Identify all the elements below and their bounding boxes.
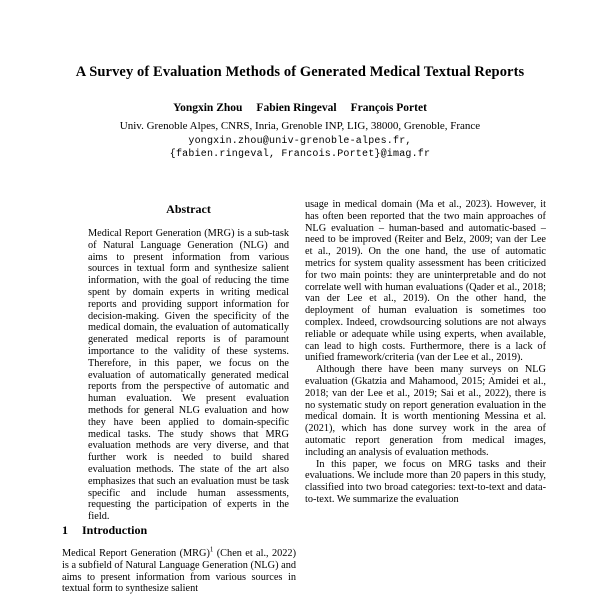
section-title: Introduction (82, 523, 148, 537)
abstract-heading: Abstract (166, 202, 211, 216)
introduction-text-start: Medical Report Generation (MRG) (62, 548, 210, 559)
email-line-1: yongxin.zhou@univ-grenoble-alpes.fr, (188, 136, 412, 147)
author-line (0, 102, 600, 114)
body-paragraph: In this paper, we focus on MRG tasks and their evaluations. We include more than 20 papers in this study, classified into two broad categories: text-to-text and data-to-text. We summarize the evaluation (305, 458, 546, 505)
introduction-text-rest: (Chen et al., 2022) is a subfield of Natural Language Generation (NLG) and aims to present information from various sources in textual form to synthesize salient (62, 548, 297, 595)
right-column (305, 199, 546, 600)
body-paragraph: usage in medical domain (Ma et al., 2023). However, it has often been reported that the two main approaches of NLG evaluation – human-based and automatic-based – need to be improved (Reiter and Belz, 2009; van der Lee et al., 2019). On the one hand, the use of automatic metrics for system quality assessment has been criticized for two main points: they are uninterpretable and do not correlate well with human evaluations (Qader et al., 2018; van der Lee et al., 2019). On the other hand, the deployment of human evaluation is sometimes too complex. Indeed, crowdsourcing solutions are not always reliable or adequate while using experts, when available, can lead to high costs. Furthermore, there is a lack of unified framework/criteria (van der Lee et al., 2019). (305, 199, 546, 364)
abstract-section (88, 202, 289, 523)
affiliation-line: Univ. Grenoble Alpes, CNRS, Inria, Grenoble INP, LIG, 38000, Grenoble, France (119, 120, 481, 132)
abstract-text: Medical Report Generation (MRG) is a sub-task of Natural Language Generation (NLG) and aims to present information from various sources in textual form and synthesize salient information, with the goal of reducing the time spent by domain experts in writing medical reports and providing support information for decision-making. Given the specificity of the medical domain, the evaluation of automatically generated medical reports is of paramount importance to the validity of these systems. Therefore, in this paper, we focus on the evaluation of automatically generated medical reports from the perspective of automatic and human evaluation. We present evaluation methods for general NLG evaluation and how they have been applied to domain-specific medical tasks. The study shows that MRG evaluation methods are very diverse, and that further work is needed to build shared evaluation methods. The state of the art also emphasizes that such an evaluation must be task specific and include human assessments, requesting the participation of experts in the field. (88, 228, 289, 523)
email-line-2: {fabien.ringeval, Francois.Portet}@imag.fr (169, 149, 431, 160)
introduction-section (62, 523, 296, 595)
introduction-paragraph (62, 545, 297, 595)
section-number: 1 (62, 523, 68, 537)
author-name: Fabien Ringeval (256, 102, 337, 114)
author-name: François Portet (350, 102, 427, 114)
section-heading-introduction (62, 523, 296, 538)
paper-title: A Survey of Evaluation Methods of Generated Medical Textual Reports (75, 64, 525, 80)
author-name: Yongxin Zhou (173, 102, 243, 114)
footnote-marker: 1 (209, 545, 214, 554)
body-paragraph: Although there have been many surveys on NLG evaluation (Gkatzia and Mahamood, 2015; Amidei et al., 2018; van der Lee et al., 2019; Sai et al., 2022), there is no systematic study on report generation evaluation in the medical domain. It is worth mentioning Messina et al. (2021), which has done survey work in the area of automatic report generation from medical images, including an analysis of evaluation methods. (305, 364, 546, 458)
